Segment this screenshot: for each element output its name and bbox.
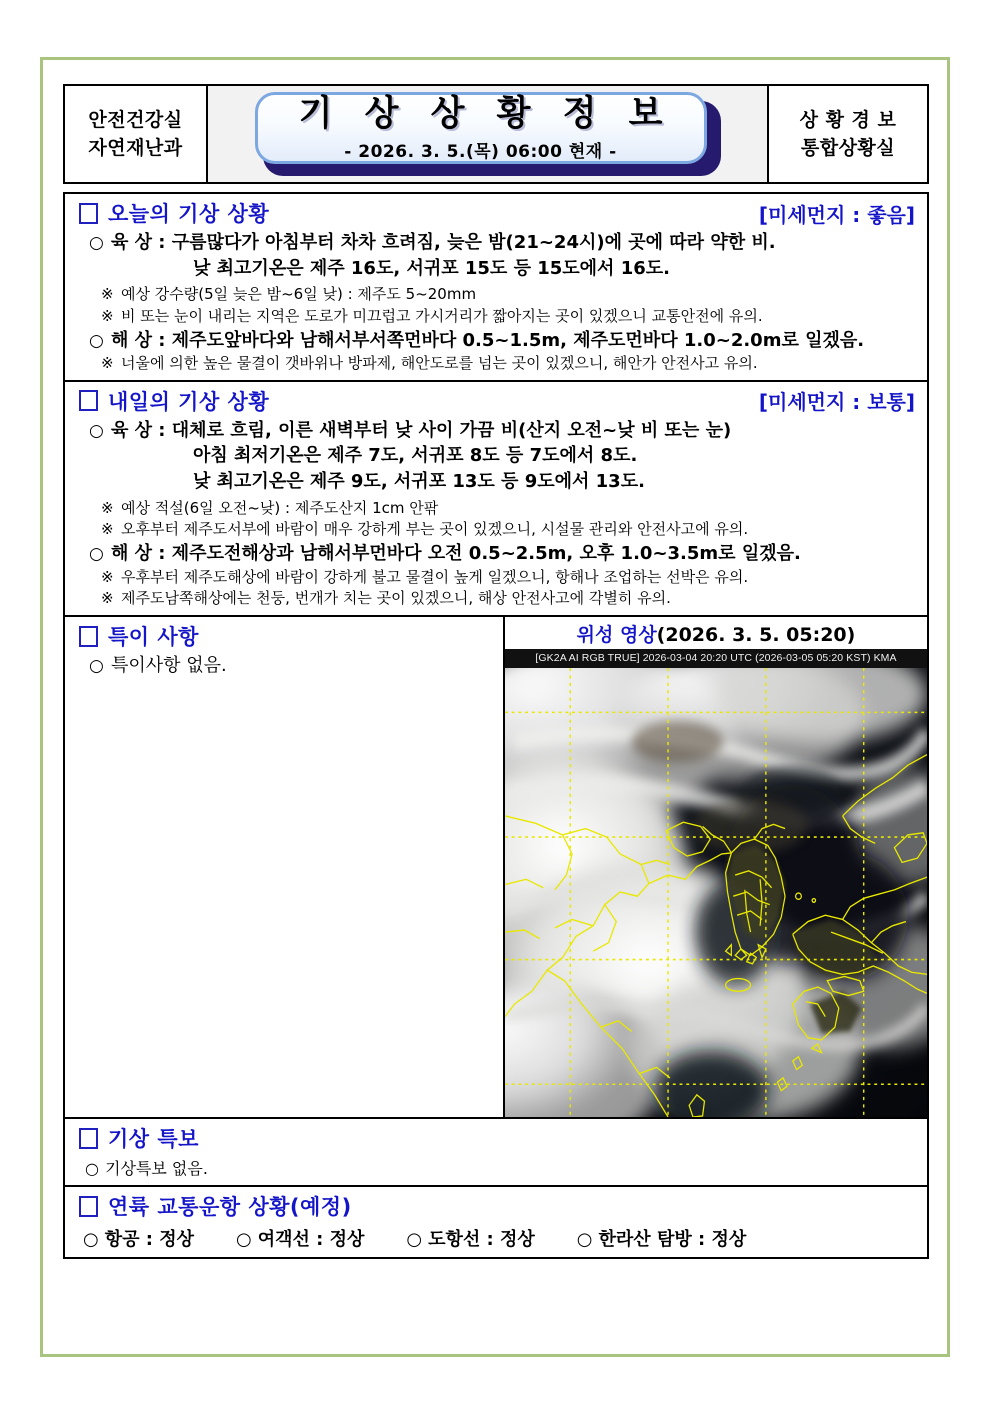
today-land-text-1: 구름많다가 아침부터 차차 흐려짐, 늦은 밤(21~24시)에 곳에 따라 약한 비.: [171, 232, 776, 253]
department-line-1: 안전건강실: [88, 108, 183, 131]
section-special: [65, 617, 505, 1117]
alerts-item-text: 기상특보 없음.: [105, 1159, 208, 1179]
office-line-1: 상 황 경 보: [799, 108, 897, 131]
department-line-2: 자연재난과: [88, 137, 183, 159]
office-line-2: 통합상황실: [800, 137, 896, 159]
circle-bullet-icon: ○: [83, 1229, 99, 1251]
today-note-text-3: 너울에 의한 높은 물결이 갯바위나 방파제, 해안도로를 넘는 곳이 있겠으니, 해안가 안전사고 유의.: [121, 354, 758, 373]
tomorrow-note-text-3: 우후부터 제주도해상에 바람이 강하게 불고 물결이 높게 일겠으니, 항해나 조업하는 선박은 유의.: [121, 567, 749, 586]
title-plaque: [255, 92, 721, 176]
checkbox-icon: [79, 203, 98, 224]
tomorrow-note-1: [65, 495, 927, 520]
star-bullet-icon: ※: [101, 354, 114, 373]
tomorrow-land-text-2: 아침 최저기온은 제주 7도, 서귀포 8도 등 7도에서 8도.: [193, 445, 638, 467]
title-plaque-body: [255, 92, 707, 164]
today-note-3: [65, 353, 927, 375]
circle-bullet-icon: ○: [89, 330, 104, 351]
alerts-item: [65, 1155, 927, 1185]
section-transport-header: [65, 1187, 927, 1223]
section-today: [65, 194, 927, 382]
tomorrow-note-2: [65, 519, 927, 541]
tomorrow-land-line-3: [65, 469, 927, 495]
today-sea-text: 제주도앞바다와 남해서부서쪽먼바다 0.5~1.5m, 제주도먼바다 1.0~2.0m로 일겠음.: [171, 329, 865, 351]
circle-bullet-icon: ○: [89, 656, 104, 677]
transport-item-ferry: [406, 1225, 534, 1251]
special-item: [65, 653, 503, 679]
masthead: [63, 84, 929, 184]
transport-status-list: [65, 1223, 927, 1257]
tomorrow-land-line-1: [65, 418, 927, 444]
tomorrow-note-4: [65, 588, 927, 610]
tomorrow-land-line-2: [65, 443, 927, 469]
today-land-text-2: 낮 최고기온은 제주 16도, 서귀포 15도 등 15도에서 16도.: [193, 257, 670, 279]
checkbox-icon: [79, 1128, 98, 1149]
section-transport-title: 연륙 교통운항 상황(예정): [108, 1195, 352, 1220]
today-sea-label: 해 상 :: [111, 329, 166, 351]
circle-bullet-icon: ○: [576, 1229, 593, 1251]
today-sea-line: [65, 328, 927, 354]
transport-item-hallasan-label: 한라산 탐방 : 정상: [598, 1229, 747, 1251]
section-tomorrow-header: [65, 382, 927, 418]
section-transport: [65, 1187, 927, 1257]
transport-item-air-label: 항공 : 정상: [104, 1229, 195, 1251]
report-timestamp: - 2026. 3. 5.(목) 06:00 현재 -: [344, 141, 617, 162]
report-sheet: [63, 84, 929, 1259]
satellite-panel: [505, 617, 927, 1117]
satellite-title-time: (2026. 3. 5. 05:20): [656, 624, 856, 647]
section-special-header: [65, 617, 503, 653]
section-special-title: 특이 사항: [108, 625, 199, 650]
masthead-title-area: [208, 86, 767, 182]
checkbox-icon: [79, 390, 98, 411]
tomorrow-note-text-2: 오후부터 제주도서부에 바람이 매우 강하게 부는 곳이 있겠으니, 시설물 관리와 안전사고에 유의.: [121, 520, 749, 539]
star-bullet-icon: ※: [101, 306, 114, 325]
tomorrow-sea-text: 제주도전해상과 남해서부먼바다 오전 0.5~2.5m, 오후 1.0~3.5m로 일겠음.: [171, 543, 801, 565]
tomorrow-dust-badge: [미세먼지 : 보통]: [758, 390, 915, 415]
section-today-title: 오늘의 기상 상황: [108, 202, 270, 226]
transport-item-hallasan: [577, 1225, 746, 1251]
transport-item-ferry-label: 도항선 : 정상: [428, 1229, 535, 1251]
tomorrow-land-label: 육 상 :: [111, 419, 166, 441]
satellite-title-label: 위성 영상: [576, 624, 657, 647]
today-land-label: 육 상 :: [111, 232, 166, 253]
masthead-department: [65, 86, 208, 182]
masthead-office: [767, 86, 927, 182]
section-alerts-header: [65, 1119, 927, 1155]
tomorrow-land-text-1: 대체로 흐림, 이른 새벽부터 낮 사이 가끔 비(산지 오전~낮 비 또는 눈): [171, 419, 732, 441]
star-bullet-icon: ※: [101, 567, 114, 586]
transport-item-passenger-ship: [236, 1225, 364, 1251]
report-body: [63, 192, 929, 1259]
star-bullet-icon: ※: [101, 589, 114, 608]
circle-bullet-icon: ○: [89, 420, 104, 441]
tomorrow-note-text-1: 예상 적설(6일 오전~낮) : 제주도산지 1cm 안팎: [121, 498, 439, 517]
circle-bullet-icon: ○: [236, 1229, 252, 1251]
section-tomorrow-title: 내일의 기상 상황: [108, 389, 270, 414]
today-land-line-1: [65, 230, 927, 256]
tomorrow-sea-line: [65, 541, 927, 567]
checkbox-icon: [79, 1196, 98, 1217]
section-special-and-satellite: [65, 617, 927, 1119]
tomorrow-note-text-4: 제주도남쪽해상에는 천둥, 번개가 치는 곳이 있겠으니, 해상 안전사고에 각별히 유의.: [121, 589, 671, 608]
star-bullet-icon: ※: [101, 285, 114, 304]
transport-item-passenger-ship-label: 여객선 : 정상: [257, 1229, 365, 1251]
tomorrow-note-3: [65, 567, 927, 589]
today-note-1: [65, 281, 927, 306]
page-title: 기 상 상 황 정 보: [298, 93, 673, 134]
transport-item-air: [83, 1225, 194, 1251]
tomorrow-sea-label: 해 상 :: [111, 543, 166, 565]
section-alerts: [65, 1119, 927, 1187]
circle-bullet-icon: ○: [89, 233, 104, 253]
checkbox-icon: [79, 626, 98, 647]
satellite-image-graphic: [505, 668, 927, 1117]
today-dust-badge: [미세먼지 : 좋음]: [758, 202, 915, 227]
star-bullet-icon: ※: [101, 520, 114, 539]
special-item-text: 특이사항 없음.: [111, 655, 227, 677]
section-tomorrow: [65, 382, 927, 617]
today-note-text-1: 예상 강수량(5일 늦은 밤~6일 낮) : 제주도 5~20mm: [121, 285, 477, 304]
section-alerts-title: 기상 특보: [108, 1127, 199, 1152]
star-bullet-icon: ※: [101, 498, 114, 517]
circle-bullet-icon: ○: [89, 544, 104, 565]
satellite-caption: [GK2A AI RGB TRUE] 2026-03-04 20:20 UTC (2026-03-05 05:20 KST) KMA: [505, 649, 927, 668]
today-note-2: [65, 306, 927, 328]
circle-bullet-icon: ○: [85, 1159, 99, 1179]
satellite-title: [505, 617, 927, 649]
today-note-text-2: 비 또는 눈이 내리는 지역은 도로가 미끄럽고 가시거리가 짧아지는 곳이 있겠으니 교통안전에 유의.: [121, 306, 763, 325]
section-today-header: [65, 194, 927, 230]
today-land-line-2: [65, 256, 927, 282]
satellite-image: [505, 668, 927, 1117]
tomorrow-land-text-3: 낮 최고기온은 제주 9도, 서귀포 13도 등 9도에서 13도.: [193, 470, 645, 492]
circle-bullet-icon: ○: [406, 1229, 423, 1251]
